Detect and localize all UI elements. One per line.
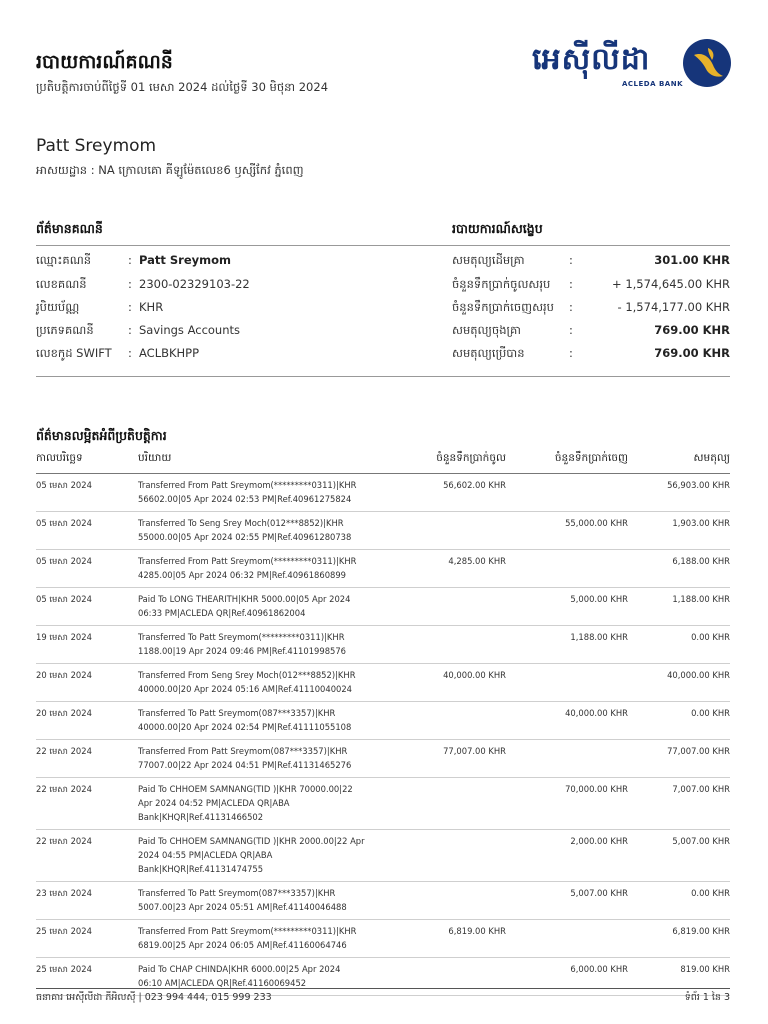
transaction-money-out: 5,000.00 KHR — [506, 588, 628, 626]
transaction-money-out: 5,007.00 KHR — [506, 882, 628, 920]
description-line: 5007.00|23 Apr 2024 05:51 AM|Ref.41140046488 — [138, 902, 347, 912]
transaction-description — [138, 958, 388, 996]
account-info-row: ប្រភេទគណនី : Savings Accounts — [36, 323, 416, 341]
transaction-money-out: 40,000.00 KHR — [506, 702, 628, 740]
account-info-label: លេខកូដ SWIFT — [36, 346, 112, 360]
transaction-money-in — [388, 958, 506, 996]
transaction-money-out — [506, 664, 628, 702]
transaction-balance: 7,007.00 KHR — [628, 778, 730, 830]
transaction-description — [138, 830, 388, 882]
summary-label: ចំនួនទឹកប្រាក់ចូលសរុប — [452, 277, 551, 291]
transaction-balance: 1,188.00 KHR — [628, 588, 730, 626]
transaction-money-in — [388, 626, 506, 664]
summary-row: ចំនួនទឹកប្រាក់ចេញសរុប : - 1,574,177.00 KHR — [452, 300, 730, 318]
customer-address: អាសយដ្ឋាន : NA ក្រោលគោ គីឡូម៉ែតលេខ6 ឫស្សីកែវ ភ្នំពេញ — [36, 163, 304, 177]
table-row — [36, 702, 730, 740]
transaction-balance: 56,903.00 KHR — [628, 474, 730, 512]
transaction-balance: 6,819.00 KHR — [628, 920, 730, 958]
transaction-money-out: 70,000.00 KHR — [506, 778, 628, 830]
table-row — [36, 958, 730, 996]
account-holder-name: Patt Sreymom — [36, 136, 157, 156]
transaction-date: 22 មេសា 2024 — [36, 740, 138, 778]
section-divider — [36, 245, 730, 246]
column-header-money-out: ចំនួនទឹកប្រាក់ចេញ — [506, 452, 628, 474]
table-row — [36, 664, 730, 702]
table-row — [36, 882, 730, 920]
transaction-money-in — [388, 778, 506, 830]
description-line: 6819.00|25 Apr 2024 06:05 AM|Ref.41160064746 — [138, 940, 347, 950]
footer-bank-contact: ធនាគារ អេស៊ីលីដា ភីអិលស៊ី | 023 994 444, 015 999 233 — [36, 992, 272, 1003]
transaction-description — [138, 626, 388, 664]
account-info-label: រូបិយប័ណ្ណ — [36, 300, 80, 314]
description-line: Paid To CHHOEM SAMNANG(TID )|KHR 70000.00|22 — [138, 784, 353, 794]
transaction-description — [138, 588, 388, 626]
account-info-value: ACLBKHPP — [139, 346, 200, 360]
transaction-date: 25 មេសា 2024 — [36, 920, 138, 958]
acleda-emblem-icon — [682, 38, 732, 88]
transaction-date: 05 មេសា 2024 — [36, 550, 138, 588]
account-info-value: Patt Sreymom — [139, 253, 231, 267]
transaction-money-in — [388, 702, 506, 740]
description-line: 1188.00|19 Apr 2024 09:46 PM|Ref.41101998576 — [138, 646, 347, 656]
transaction-description — [138, 474, 388, 512]
transaction-description — [138, 920, 388, 958]
description-line: 40000.00|20 Apr 2024 05:16 AM|Ref.41110040024 — [138, 684, 353, 694]
table-header-row — [36, 452, 730, 474]
page-title: របាយការណ៍គណនី — [36, 51, 173, 73]
transaction-date: 05 មេសា 2024 — [36, 474, 138, 512]
statement-period: ប្រតិបត្តិការចាប់ពីថ្ងៃទី 01 មេសា 2024 ដល់ថ្ងៃទី 30 មិថុនា 2024 — [36, 80, 329, 94]
transaction-money-out — [506, 474, 628, 512]
table-row — [36, 474, 730, 512]
transaction-money-in: 40,000.00 KHR — [388, 664, 506, 702]
transaction-description — [138, 702, 388, 740]
description-line: Transferred To Patt Sreymom(*********0311)|KHR — [138, 632, 345, 642]
summary-value: - 1,574,177.00 KHR — [617, 300, 730, 314]
transaction-money-in: 6,819.00 KHR — [388, 920, 506, 958]
description-line: Transferred To Seng Srey Moch(012***8852)|KHR — [138, 518, 344, 528]
transaction-balance: 77,007.00 KHR — [628, 740, 730, 778]
description-line: Transferred To Patt Sreymom(087***3357)|KHR — [138, 708, 336, 718]
table-row — [36, 588, 730, 626]
transaction-date: 19 មេសា 2024 — [36, 626, 138, 664]
footer-page-number: ទំព័រ 1 នៃ 3 — [684, 992, 730, 1003]
footer-divider — [36, 988, 730, 989]
transaction-money-in — [388, 830, 506, 882]
column-header-description: បរិយាយ — [138, 452, 388, 474]
transaction-money-in — [388, 588, 506, 626]
transaction-balance: 40,000.00 KHR — [628, 664, 730, 702]
account-info-value: 2300-02329103-22 — [139, 277, 250, 291]
transaction-balance: 819.00 KHR — [628, 958, 730, 996]
account-info-row: លេខកូដ SWIFT : ACLBKHPP — [36, 346, 416, 364]
transaction-money-in: 77,007.00 KHR — [388, 740, 506, 778]
description-line: 77007.00|22 Apr 2024 04:51 PM|Ref.41131465276 — [138, 760, 352, 770]
section-divider — [36, 376, 730, 377]
description-line: 40000.00|20 Apr 2024 02:54 PM|Ref.41111055108 — [138, 722, 352, 732]
account-info-label: លេខគណនី — [36, 277, 87, 291]
logo-english-text: ACLEDA BANK — [622, 80, 683, 88]
summary-value: + 1,574,645.00 KHR — [612, 277, 730, 291]
summary-row: ចំនួនទឹកប្រាក់ចូលសរុប : + 1,574,645.00 KHR — [452, 277, 730, 295]
transaction-description — [138, 882, 388, 920]
transaction-date: 22 មេសា 2024 — [36, 778, 138, 830]
transaction-date: 20 មេសា 2024 — [36, 702, 138, 740]
acleda-logo — [532, 38, 732, 94]
summary-label: សមតុល្យចុងគ្រា — [452, 323, 521, 337]
table-row — [36, 920, 730, 958]
table-row — [36, 626, 730, 664]
description-line: Transferred From Patt Sreymom(087***3357)|KHR — [138, 746, 348, 756]
account-info-value: KHR — [139, 300, 164, 314]
transaction-money-in: 56,602.00 KHR — [388, 474, 506, 512]
description-line: 2024 04:55 PM|ACLEDA QR|ABA — [138, 850, 273, 860]
transaction-money-out — [506, 550, 628, 588]
description-line: Bank|KHQR|Ref.41131466502 — [138, 812, 264, 822]
logo-khmer-text: អេស៊ីលីដា — [532, 42, 651, 77]
description-line: Bank|KHQR|Ref.41131474755 — [138, 864, 264, 874]
transaction-description — [138, 778, 388, 830]
transaction-balance: 5,007.00 KHR — [628, 830, 730, 882]
transaction-date: 05 មេសា 2024 — [36, 588, 138, 626]
transaction-description — [138, 512, 388, 550]
description-line: 4285.00|05 Apr 2024 06:32 PM|Ref.40961860899 — [138, 570, 347, 580]
description-line: 06:33 PM|ACLEDA QR|Ref.40961862004 — [138, 608, 306, 618]
summary-label: សមតុល្យប្រើបាន — [452, 346, 525, 360]
account-info-label: ឈ្មោះគណនី — [36, 253, 92, 267]
account-info-row: ឈ្មោះគណនី : Patt Sreymom — [36, 253, 416, 271]
summary-label: សមតុល្យដើមគ្រា — [452, 253, 525, 267]
transaction-money-out — [506, 740, 628, 778]
table-row — [36, 778, 730, 830]
description-line: Transferred From Patt Sreymom(*********0311)|KHR — [138, 926, 357, 936]
transaction-description — [138, 740, 388, 778]
transaction-money-in — [388, 882, 506, 920]
summary-label: ចំនួនទឹកប្រាក់ចេញសរុប — [452, 300, 554, 314]
summary-row: សមតុល្យចុងគ្រា : 769.00 KHR — [452, 323, 730, 341]
transaction-money-out — [506, 920, 628, 958]
transaction-balance: 6,188.00 KHR — [628, 550, 730, 588]
table-row — [36, 550, 730, 588]
transaction-money-out: 6,000.00 KHR — [506, 958, 628, 996]
description-line: Apr 2024 04:52 PM|ACLEDA QR|ABA — [138, 798, 290, 808]
transaction-money-in — [388, 512, 506, 550]
transaction-date: 25 មេសា 2024 — [36, 958, 138, 996]
summary-row: សមតុល្យដើមគ្រា : 301.00 KHR — [452, 253, 730, 271]
description-line: 56602.00|05 Apr 2024 02:53 PM|Ref.40961275824 — [138, 494, 352, 504]
transaction-date: 22 មេសា 2024 — [36, 830, 138, 882]
summary-value: 769.00 KHR — [654, 323, 730, 337]
account-info-heading: ព័ត៌មានគណនី — [36, 221, 103, 236]
description-line: Paid To LONG THEARITH|KHR 5000.00|05 Apr 2024 — [138, 594, 351, 604]
summary-value: 301.00 KHR — [654, 253, 730, 267]
transaction-balance: 0.00 KHR — [628, 882, 730, 920]
transaction-balance: 0.00 KHR — [628, 626, 730, 664]
account-info-value: Savings Accounts — [139, 323, 241, 337]
description-line: Paid To CHHOEM SAMNANG(TID )|KHR 2000.00|22 Apr — [138, 836, 365, 846]
transaction-date: 23 មេសា 2024 — [36, 882, 138, 920]
account-info-label: ប្រភេទគណនី — [36, 323, 94, 337]
description-line: 55000.00|05 Apr 2024 02:55 PM|Ref.40961280738 — [138, 532, 352, 542]
account-info-row: រូបិយប័ណ្ណ : KHR — [36, 300, 416, 318]
description-line: Transferred From Patt Sreymom(*********0311)|KHR — [138, 480, 357, 490]
transaction-money-out: 2,000.00 KHR — [506, 830, 628, 882]
column-header-balance: សមតុល្យ — [628, 452, 730, 474]
summary-heading: របាយការណ៍សង្ខេប — [452, 221, 543, 236]
description-line: Paid To CHAP CHINDA|KHR 6000.00|25 Apr 2024 — [138, 964, 341, 974]
transaction-description — [138, 664, 388, 702]
transaction-money-in: 4,285.00 KHR — [388, 550, 506, 588]
description-line: Transferred From Patt Sreymom(*********0311)|KHR — [138, 556, 357, 566]
summary-row: សមតុល្យប្រើបាន : 769.00 KHR — [452, 346, 730, 364]
description-line: Transferred To Patt Sreymom(087***3357)|KHR — [138, 888, 336, 898]
transaction-balance: 1,903.00 KHR — [628, 512, 730, 550]
transaction-money-out: 55,000.00 KHR — [506, 512, 628, 550]
transaction-money-out: 1,188.00 KHR — [506, 626, 628, 664]
column-header-money-in: ចំនួនទឹកប្រាក់ចូល — [388, 452, 506, 474]
description-line: Transferred From Seng Srey Moch(012***8852)|KHR — [138, 670, 356, 680]
table-row — [36, 740, 730, 778]
transaction-date: 05 មេសា 2024 — [36, 512, 138, 550]
transaction-balance: 0.00 KHR — [628, 702, 730, 740]
transaction-date: 20 មេសា 2024 — [36, 664, 138, 702]
transactions-table — [36, 452, 730, 996]
account-info-row: លេខគណនី : 2300-02329103-22 — [36, 277, 416, 295]
transaction-details-heading: ព័ត៌មានលម្អិតអំពីប្រតិបត្តិការ — [36, 428, 167, 443]
summary-value: 769.00 KHR — [654, 346, 730, 360]
description-line: 06:10 AM|ACLEDA QR|Ref.41160069452 — [138, 978, 307, 988]
column-header-date: កាលបរិច្ឆេទ — [36, 452, 138, 474]
table-row — [36, 830, 730, 882]
table-row — [36, 512, 730, 550]
transaction-description — [138, 550, 388, 588]
